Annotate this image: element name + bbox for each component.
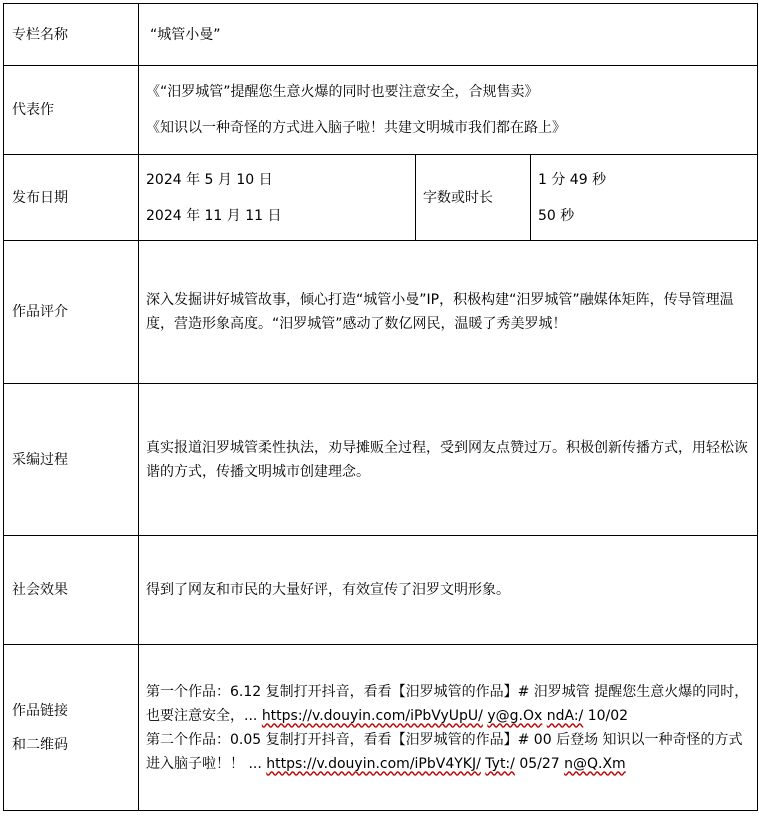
duration-2: 50 秒 <box>538 207 575 224</box>
row-process <box>4 384 758 536</box>
link2-prefix: 第二个作品：0.05 复制打开抖音，看看【汨罗城管的作品】# 00 后登场 知识以一种奇怪的方式进入脑子啦！！ ... <box>146 731 743 772</box>
row-links <box>4 645 758 811</box>
work-title-1: 《“汨罗城管”提醒您生意火爆的同时也要注意安全，合规售卖》 <box>146 84 539 100</box>
duration-1: 1 分 49 秒 <box>538 171 607 188</box>
column-name-text: “城管小曼” <box>150 26 221 43</box>
submission-form-table <box>3 3 758 811</box>
row-effect <box>4 536 758 645</box>
label-length: 字数或时长 <box>416 155 531 241</box>
label-links <box>4 645 139 811</box>
link1-code-d: ndA:/ <box>546 707 584 724</box>
label-links-line-2: 和二维码 <box>12 736 68 753</box>
label-column-name: 专栏名称 <box>4 4 139 66</box>
link1-suffix: 10/02 <box>583 707 629 724</box>
label-representative: 代表作 <box>4 66 139 155</box>
value-publish-dates <box>139 155 416 241</box>
label-links-line-1: 作品链接 <box>12 702 68 719</box>
value-representative <box>139 66 758 155</box>
work-title-2: 《知识以一种奇怪的方式进入脑子啦！共建文明城市我们都在路上》 <box>146 120 566 136</box>
link2-url[interactable]: https://v.douyin.com/iPbV4YKJ/ <box>266 755 481 772</box>
publish-date-1: 2024 年 5 月 10 日 <box>146 171 273 188</box>
row-review <box>4 241 758 384</box>
value-process: 真实报道汨罗城管柔性执法，劝导摊贩全过程，受到网友点赞过万。积极创新传播方式，用轻松诙谐的方式，传播文明城市创建理念。 <box>139 384 758 536</box>
label-effect: 社会效果 <box>4 536 139 645</box>
label-process: 采编过程 <box>4 384 139 536</box>
link2-code-b: Tyt:/ <box>485 755 515 772</box>
value-durations <box>531 155 758 241</box>
label-publish-date: 发布日期 <box>4 155 139 241</box>
row-column-name <box>4 4 758 66</box>
link-entry-1 <box>146 680 751 728</box>
value-column-name <box>139 4 758 66</box>
row-representative <box>4 66 758 155</box>
value-links <box>139 645 758 811</box>
link1-code-b: y@g.Ox <box>487 707 543 724</box>
link2-code-c: n@Q.Xm <box>564 755 626 772</box>
link1-url[interactable]: https://v.douyin.com/iPbVyUpU/ <box>261 707 483 724</box>
value-review: 深入发掘讲好城管故事，倾心打造“城管小曼”IP，积极构建“汨罗城管”融媒体矩阵，传导管理温度，营造形象高度。“汨罗城管”感动了数亿网民，温暖了秀美罗城！ <box>139 241 758 384</box>
link1-prefix: 第一个作品：6.12 复制打开抖音，看看【汨罗城管的作品】# 汨罗城管 提醒您生意火爆的同时，也要注意安全，... <box>146 683 749 724</box>
link2-suffix: 05/27 <box>514 755 565 772</box>
label-review: 作品评介 <box>4 241 139 384</box>
link-entry-2 <box>146 728 751 776</box>
row-publish <box>4 155 758 241</box>
value-effect: 得到了网友和市民的大量好评，有效宣传了汨罗文明形象。 <box>139 536 758 645</box>
publish-date-2: 2024 年 11 月 11 日 <box>146 207 282 224</box>
